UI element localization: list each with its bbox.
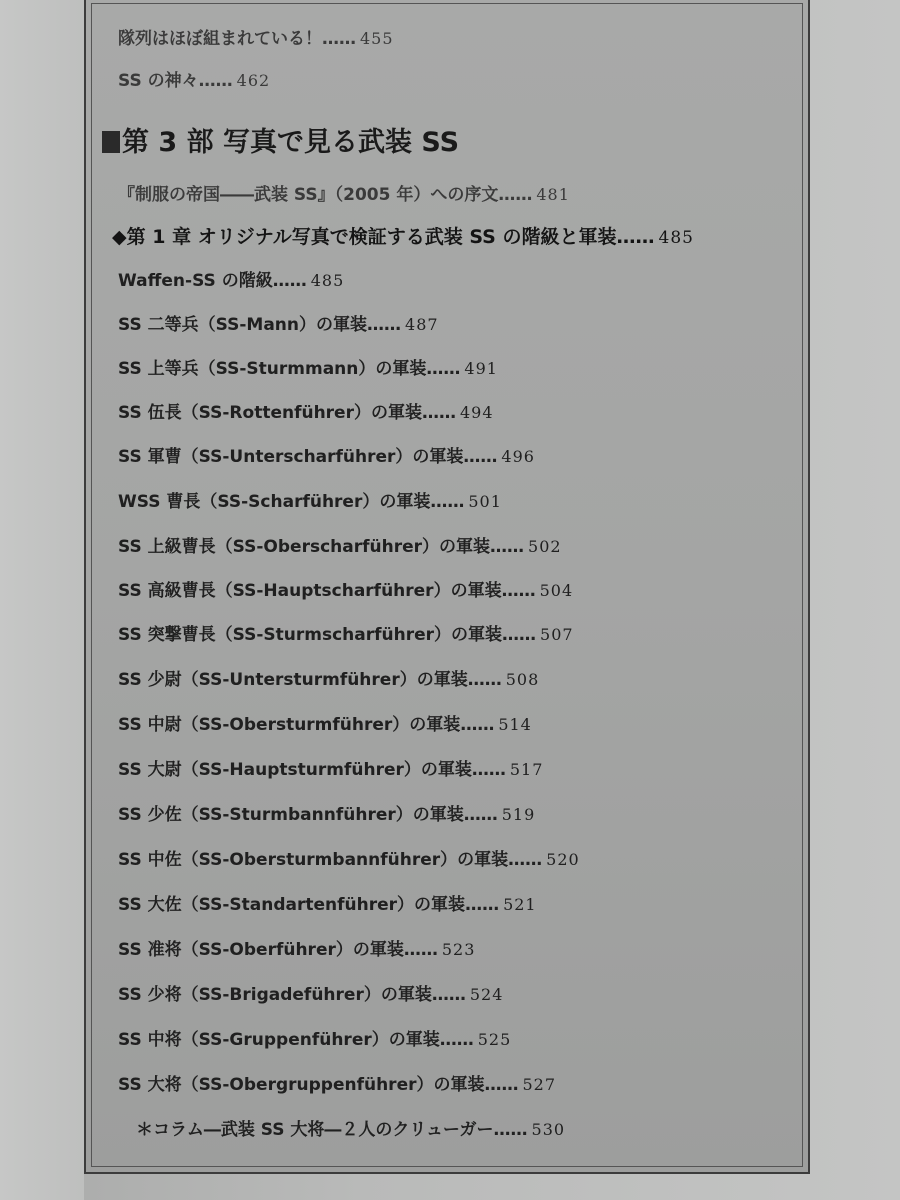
toc-entry-preface (118, 180, 570, 205)
leader-dots: …… (467, 670, 502, 690)
page-number: 494 (459, 403, 494, 422)
chapter-heading (112, 222, 694, 249)
toc-entry-text: SS 高級曹長（SS-Hauptscharführer）の軍装 (118, 581, 502, 601)
leader-dots: …… (367, 315, 402, 335)
page-number: 481 (536, 185, 570, 204)
toc-entry (118, 66, 270, 91)
toc-entry (118, 755, 543, 780)
toc-entry (118, 310, 439, 335)
leader-dots: …… (493, 1120, 528, 1140)
diamond-bullet-icon: ◆ (112, 226, 127, 248)
toc-entry-text: SS 少佐（SS-Sturmbannführer）の軍装 (118, 805, 464, 825)
chapter-title: 第 1 章 オリジナル写真で検証する武装 SS の階級と軍装 (126, 226, 617, 248)
toc-entry-text: SS 中将（SS-Gruppenführer）の軍装 (118, 1030, 440, 1050)
toc-entry-text: SS 少将（SS-Brigadeführer）の軍装 (118, 985, 432, 1005)
toc-entry-text: SS の神々 (118, 71, 199, 91)
toc-entry-text: SS 准将（SS-Oberführer）の軍装 (118, 940, 404, 960)
leader-dots: …… (430, 492, 465, 512)
leader-dots: …… (431, 985, 466, 1005)
toc-entry-text: SS 軍曹（SS-Unterscharführer）の軍装 (118, 447, 464, 467)
toc-entry-text: WSS 曹長（SS-Scharführer）の軍装 (118, 492, 431, 512)
leader-dots: …… (471, 760, 506, 780)
toc-entry-text: ＊コラム―武装 SS 大将―２人のクリューガー (136, 1120, 494, 1140)
page-number: 508 (505, 670, 540, 689)
toc-entry-text: SS 上等兵（SS-Sturmmann）の軍装 (118, 359, 427, 379)
toc-entry-text: SS 中尉（SS-Obersturmführer）の軍装 (118, 715, 461, 735)
leader-dots: …… (322, 29, 356, 49)
leader-dots: …… (439, 1030, 474, 1050)
toc-entry-text: 隊列はほぼ組まれている！ (118, 29, 322, 49)
toc-entry-text: Waffen-SS の階級 (118, 271, 273, 291)
toc-entry (118, 1070, 556, 1095)
square-bullet-icon (102, 131, 120, 153)
toc-entry (118, 980, 503, 1005)
toc-entry (118, 266, 344, 291)
page-number: 502 (528, 537, 562, 556)
toc-entry-text: SS 少尉（SS-Untersturmführer）の軍装 (118, 670, 468, 690)
part-heading-text: 第 3 部 写真で見る武装 SS (122, 127, 460, 158)
toc-entry (118, 890, 537, 915)
page-number: 455 (360, 29, 394, 48)
leader-dots: …… (465, 895, 500, 915)
toc-entry-text: SS 二等兵（SS-Mann）の軍装 (118, 315, 368, 335)
toc-entry-text: SS 上級曹長（SS-Oberscharführer）の軍装 (118, 537, 491, 557)
toc-entry (118, 710, 532, 735)
leader-dots: …… (508, 850, 543, 870)
leader-dots: …… (490, 537, 525, 557)
page-number: 524 (469, 985, 504, 1004)
page-number: 517 (509, 760, 544, 779)
leader-dots: …… (502, 625, 537, 645)
leader-dots: …… (272, 271, 307, 291)
leader-dots: …… (463, 447, 498, 467)
toc-entry (118, 354, 498, 379)
part-heading (102, 120, 459, 159)
facing-page-edge (0, 0, 84, 1200)
toc-entry (118, 1025, 511, 1050)
toc-entry (118, 800, 535, 825)
leader-dots: …… (421, 403, 456, 423)
leader-dots: …… (198, 71, 233, 91)
page-number: 485 (310, 271, 345, 290)
leader-dots: …… (501, 581, 536, 601)
toc-entry-column (136, 1115, 565, 1140)
page-number: 514 (498, 715, 532, 734)
toc-entry (118, 487, 502, 512)
page-number: 485 (658, 228, 694, 248)
page-number: 496 (501, 447, 535, 466)
toc-entry (118, 24, 394, 49)
page-number: 507 (540, 625, 574, 644)
page-number: 487 (405, 315, 439, 334)
page-number: 520 (546, 850, 580, 869)
page-number: 504 (539, 581, 574, 600)
page-number: 523 (441, 940, 476, 959)
toc-entry (118, 442, 535, 467)
leader-dots: …… (460, 715, 495, 735)
toc-entry (118, 576, 573, 601)
page-number: 530 (531, 1120, 566, 1139)
toc-entry-text: SS 大尉（SS-Hauptsturmführer）の軍装 (118, 760, 472, 780)
page-number: 521 (503, 895, 537, 914)
toc-entry (118, 665, 539, 690)
leader-dots: …… (616, 226, 655, 248)
page-number: 462 (236, 71, 271, 90)
leader-dots: …… (463, 805, 498, 825)
toc-entry-text: SS 伍長（SS-Rottenführer）の軍装 (118, 403, 422, 423)
page-number: 527 (522, 1075, 557, 1094)
toc-entry (118, 935, 475, 960)
toc-entry-text: 『制服の帝国――武装 SS』（2005 年）への序文 (118, 185, 499, 205)
page-number: 501 (468, 492, 502, 511)
page-number: 519 (501, 805, 536, 824)
leader-dots: …… (426, 359, 461, 379)
leader-dots: …… (484, 1075, 519, 1095)
toc-entry (118, 532, 562, 557)
toc-entry-text: SS 大佐（SS-Standartenführer）の軍装 (118, 895, 466, 915)
toc-entry-text: SS 大将（SS-Obergruppenführer）の軍装 (118, 1075, 485, 1095)
leader-dots: …… (498, 185, 533, 205)
page-number: 525 (477, 1030, 512, 1049)
toc-entry (118, 620, 574, 645)
toc-entry-text: SS 中佐（SS-Obersturmbannführer）の軍装 (118, 850, 509, 870)
toc-entry (118, 398, 494, 423)
page-number: 491 (464, 359, 498, 378)
toc-entry-text: SS 突撃曹長（SS-Sturmscharführer）の軍装 (118, 625, 503, 645)
toc-entry (118, 845, 580, 870)
leader-dots: …… (403, 940, 438, 960)
